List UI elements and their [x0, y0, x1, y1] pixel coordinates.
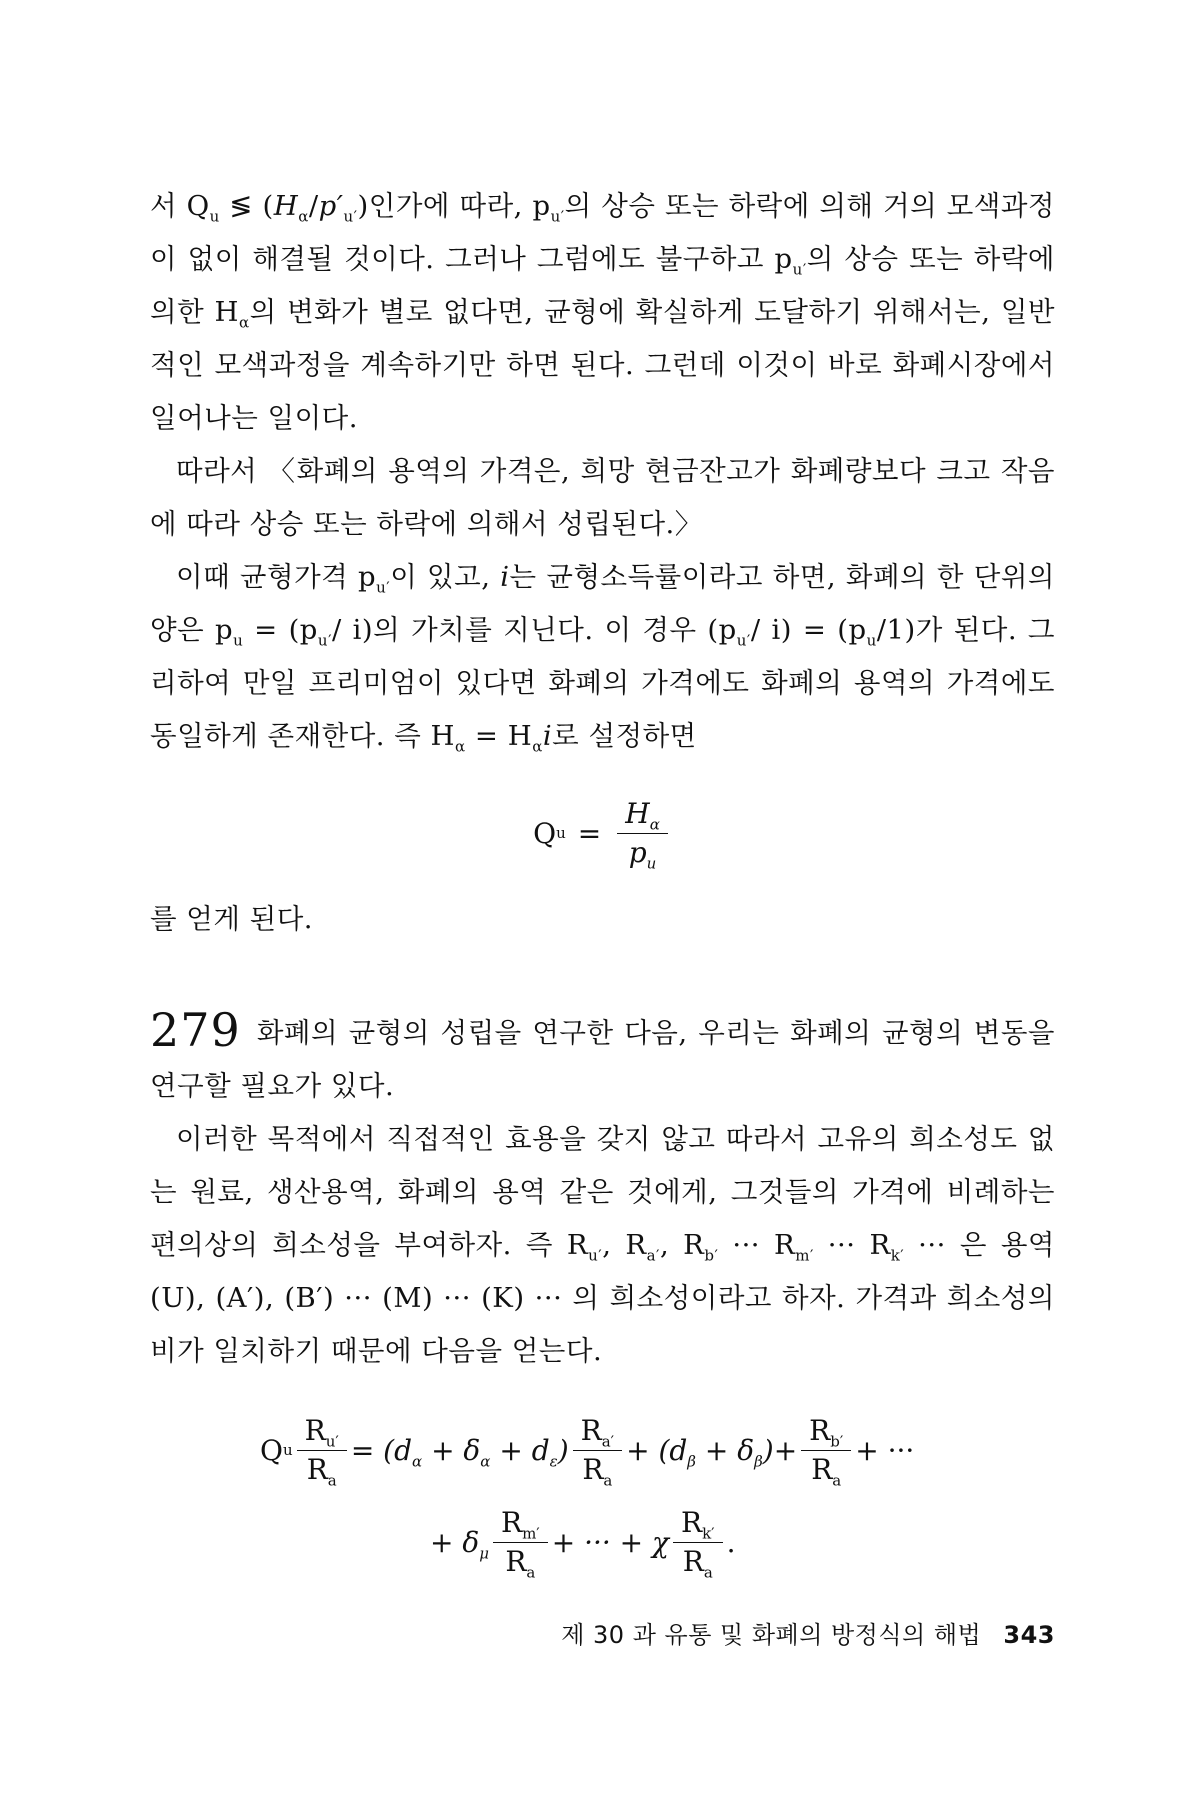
equation-qu: Q u = $\frac{H_\alpha}{p_u}$ — [150, 773, 1055, 893]
page-number: 343 — [1003, 1621, 1055, 1649]
fraction-rk-over-ra: $\frac{R_{k'}}{R_a}$ — [673, 1506, 723, 1579]
paragraph-3: 이때 균형가격 $p_{u'}$이 있고, i는 균형소득률이라고 하면, 화폐의 한 단위의 양은 $p_u = (p_{u'}/$ i)의 가치를 지닌다. 이 경우 ($p_{u'}/$ $i) = (p_u/1)$가 된다. 그리하여 만일 프리미엄이 있다면 화폐의 가격에도 화폐의 용역의 가격에도 동일하게 존재한다. 즉 $H_\alpha = H_\alpha i$로 설정하면 — [150, 561, 1055, 756]
page-footer — [150, 1615, 1055, 1650]
paragraph-5: 279 화폐의 균형의 성립을 연구한 다음, 우리는 화폐의 균형의 변동을 연구할 필요가 있다. — [150, 1003, 1055, 1102]
fraction-rb-over-ra: $\frac{R_{b'}}{R_a}$ — [801, 1414, 851, 1487]
paragraph-6: 이러한 목적에서 직접적인 효용을 갖지 않고 따라서 고유의 희소성도 없는 원료, 생산용역, 화폐의 용역 같은 것에게, 그것들의 가격에 비례하는 편의상의 희소성을 부여하자. 즉 $R_{u'}$, $R_{a'}$, $R_{b'}$ ··· $R_{m'}$ ··· $R_{k'}$ ··· 은 용역 (U), (A′), (B′) ··· (M) ··· (K) ··· 의 희소성이라고 하자. 가격과 희소성의 비가 일치하기 때문에 다음을 얻는다. — [150, 1123, 1055, 1367]
paragraph-4: 를 얻게 된다. — [150, 903, 314, 935]
paragraph-1: 서 $Q_u$ ≶ $(H_\alpha/p'_{u'})$인가에 따라, $p_{u'}$의 상승 또는 하락에 의해 거의 모색과정이 없이 해결될 것이다. 그러나 그럼에도 불구하고 $p_{u'}$의 상승 또는 하락에 의한 $H_\alpha$의 변화가 별로 없다면, 균형에 확실하게 도달하기 위해서는, 일반적인 모색과정을 계속하기만 하면 된다. 그런데 이것이 바로 화폐시장에서 일어나는 일이다. — [150, 190, 1055, 434]
fraction-rm-over-ra: $\frac{R_{m'}}{R_a}$ — [493, 1506, 548, 1579]
fraction-ru-over-ra: $\frac{R_{u'}}{R_a}$ — [297, 1414, 347, 1487]
equation-line-1: Q u $\frac{R_{u'}}{R_a}$ = $(d_\alpha + \delta_\alpha + d_\varepsilon)$ $\frac{R_{a'}}{R_a}$ + $(d_\beta + \delta_\beta)+$ $\frac{R_{b'}}{R_a}$ + ··· — [260, 1413, 915, 1490]
fraction-ha-over-pu: $\frac{H_\alpha}{p_u}$ — [617, 797, 668, 870]
section-number: 279 — [150, 1003, 241, 1057]
paragraph-2: 따라서 〈화폐의 용역의 가격은, 희망 현금잔고가 화폐량보다 크고 작음에 따라 상승 또는 하락에 의해서 성립된다.〉 — [150, 455, 1055, 540]
equation-line-2: + $\delta_\mu$ $\frac{R_{m'}}{R_a}$ + ··· + χ $\frac{R_{k'}}{R_a}$ . — [430, 1505, 736, 1582]
running-title: 제 30 과 유통 및 화폐의 방정식의 해법 — [561, 1621, 982, 1649]
fraction-ra-prime-over-ra: $\frac{R_{a'}}{R_a}$ — [573, 1414, 622, 1487]
page-body — [150, 180, 1055, 1588]
equation-scarcity — [150, 1404, 1055, 1588]
